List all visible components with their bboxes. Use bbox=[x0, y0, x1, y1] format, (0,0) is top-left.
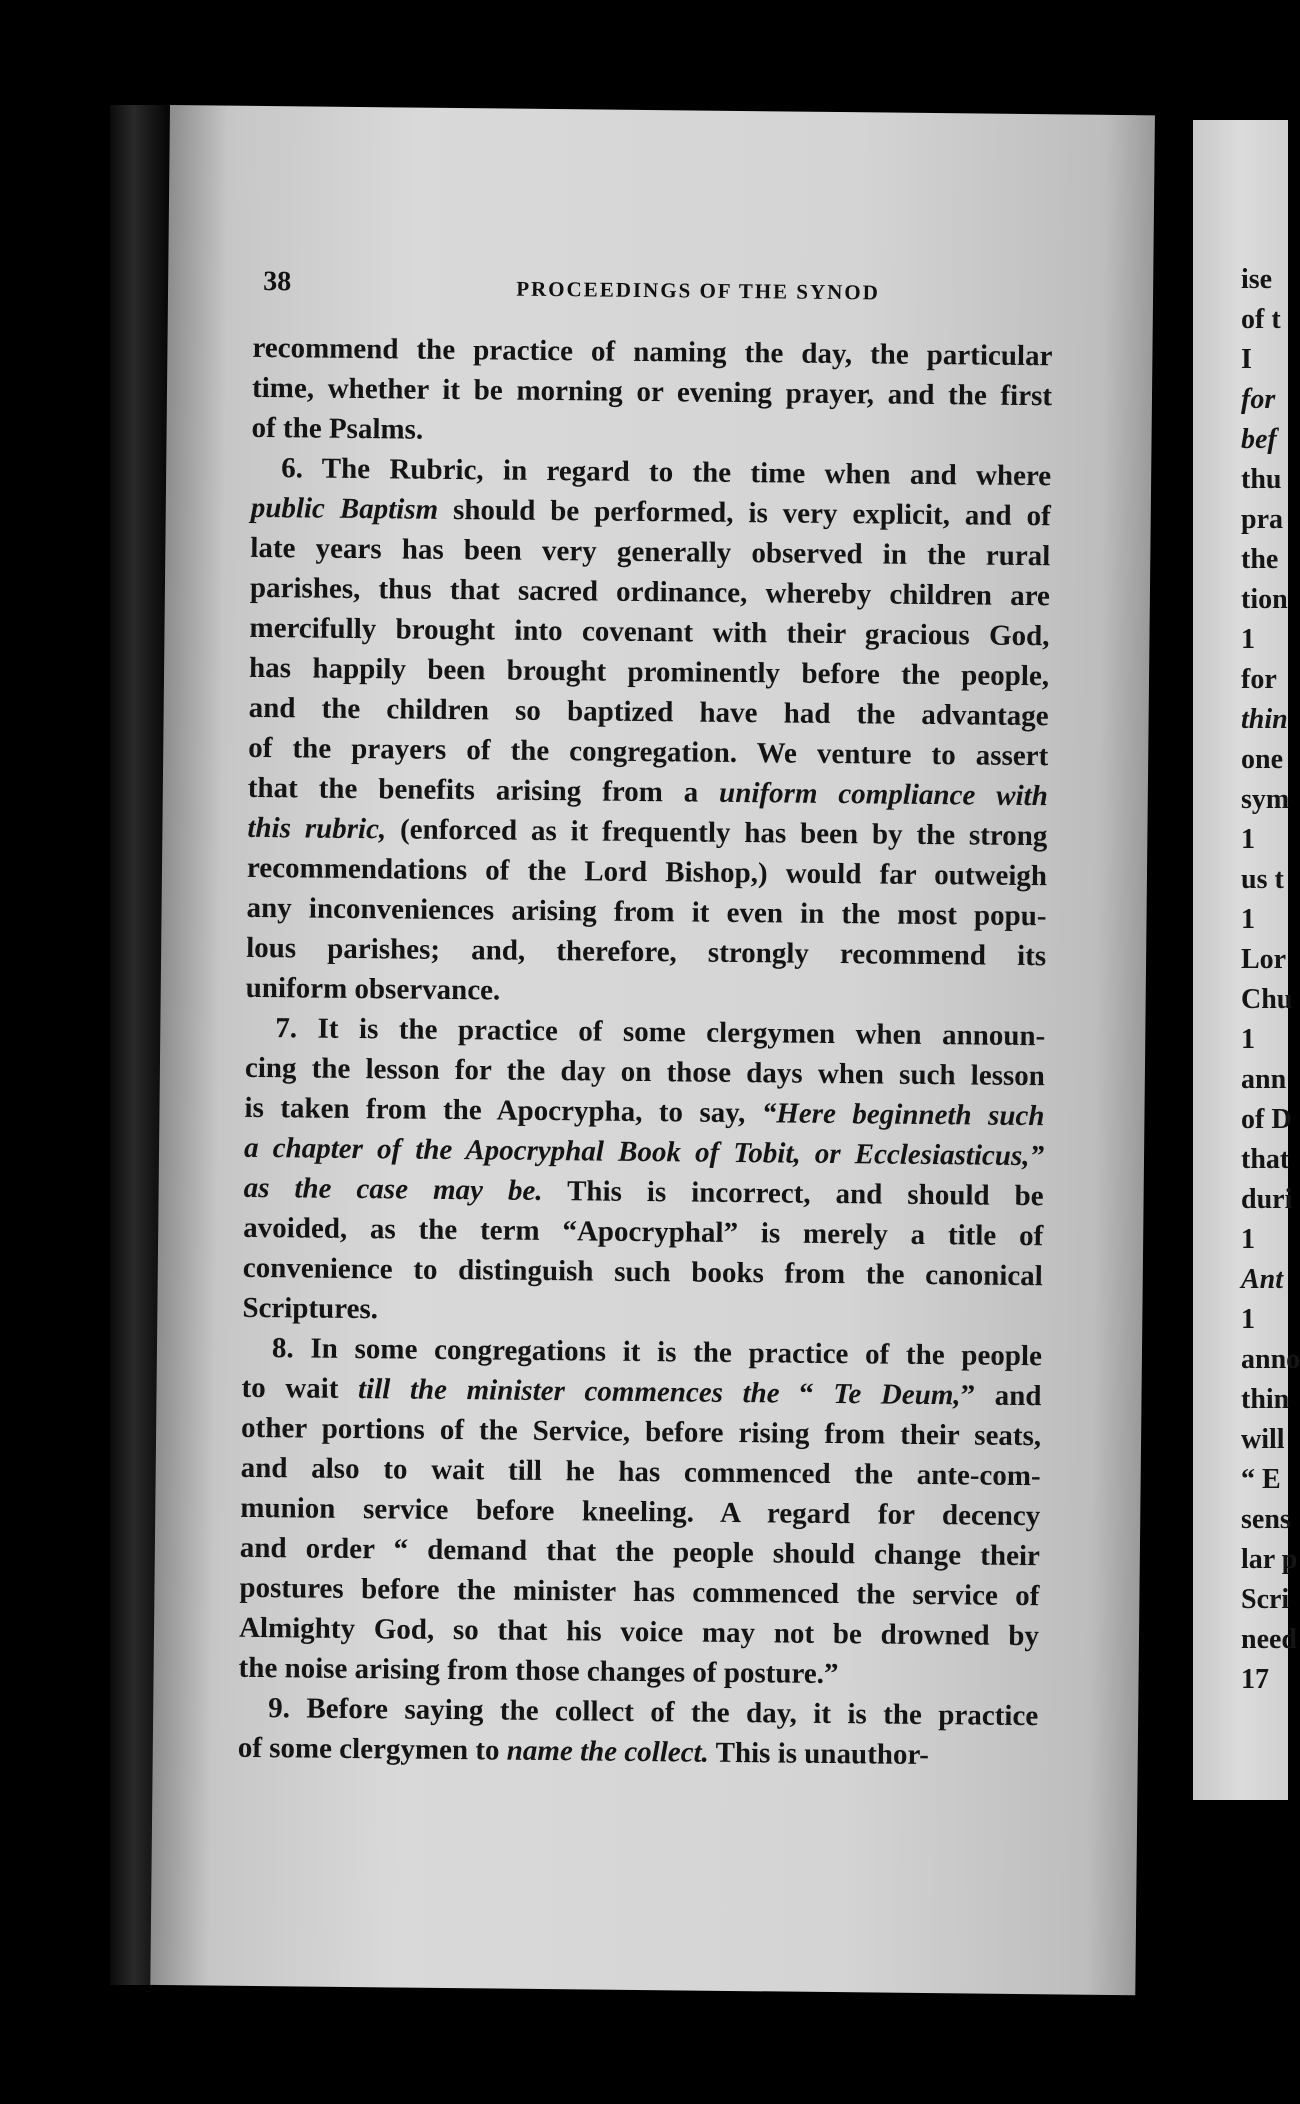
facing-page-fragment: Lor bbox=[1241, 944, 1287, 975]
facing-page-fragment: for bbox=[1241, 384, 1276, 415]
facing-page-fragment: 1 bbox=[1241, 904, 1255, 935]
facing-page-fragment: duri bbox=[1241, 1184, 1293, 1215]
text-run: postures before the minister has commenced the service of bbox=[239, 1571, 1040, 1613]
text-run: 9. Before saying the collect of the day, it is the practice bbox=[268, 1692, 1039, 1733]
facing-page-fragment: need bbox=[1241, 1624, 1297, 1655]
text-run: should be performed, is very explicit, and of bbox=[437, 493, 1051, 533]
text-run: and also to wait till he has commenced the ante-com- bbox=[240, 1451, 1041, 1493]
facing-page-fragment: Chu bbox=[1241, 984, 1293, 1015]
italic-phrase: a chapter of the Apocryphal Book of Tobit, or Ecclesiasticus,” bbox=[243, 1131, 1045, 1173]
text-line bbox=[238, 1728, 1038, 1776]
facing-page-fragment: sens bbox=[1241, 1504, 1291, 1535]
text-run: cing the lesson for the day on those days when such lesson bbox=[244, 1051, 1046, 1093]
facing-page-fragment: I bbox=[1241, 344, 1252, 375]
text-run: recommendations of the Lord Bishop,) would far outweigh bbox=[246, 851, 1048, 893]
text-run: parishes, thus that sacred ordinance, whereby children are bbox=[249, 571, 1051, 613]
italic-phrase: “Here beginneth such bbox=[761, 1097, 1045, 1133]
facing-page-fragment: “ E bbox=[1241, 1464, 1281, 1495]
text-run: late years has been very generally observed in the rural bbox=[250, 531, 1051, 573]
italic-phrase: uniform compliance with bbox=[718, 776, 1048, 813]
facing-page-fragment: pra bbox=[1241, 504, 1283, 535]
facing-page-fragment: ann bbox=[1241, 1064, 1287, 1095]
text-run: the noise arising from those changes of posture.” bbox=[238, 1651, 839, 1691]
text-run: 6. The Rubric, in regard to the time when and where bbox=[281, 452, 1052, 493]
facing-page-edge bbox=[1193, 120, 1300, 1800]
facing-page-fragment: of t bbox=[1241, 304, 1281, 335]
italic-phrase: this rubric, bbox=[247, 811, 387, 846]
text-run: to wait bbox=[241, 1371, 359, 1406]
text-run: mercifully brought into covenant with their gracious God, bbox=[249, 611, 1050, 653]
facing-page-fragment: tion bbox=[1241, 584, 1288, 615]
facing-page-fragment: us t bbox=[1241, 864, 1284, 895]
facing-page-fragment: 1 bbox=[1241, 1024, 1255, 1055]
text-run: ” and bbox=[960, 1379, 1042, 1413]
italic-phrase: Te Deum, bbox=[833, 1378, 961, 1412]
facing-page-fragment: thin bbox=[1241, 704, 1288, 735]
facing-page-fragment: Scri bbox=[1241, 1584, 1290, 1615]
facing-page-fragment: lar p bbox=[1241, 1544, 1298, 1575]
text-run: any inconveniences arising from it even in the most popu- bbox=[246, 891, 1047, 933]
facing-page-fragment: thin bbox=[1241, 1384, 1290, 1415]
facing-page-fragment: the bbox=[1241, 544, 1279, 575]
italic-phrase: till the minister commences the bbox=[357, 1373, 780, 1410]
text-run: This is unauthor- bbox=[708, 1736, 930, 1772]
text-run: recommend the practice of naming the day, the particular bbox=[252, 331, 1053, 373]
facing-page-fragment: 1 bbox=[1241, 1224, 1255, 1255]
facing-page-fragment: thu bbox=[1241, 464, 1282, 495]
text-run: This is incorrect, and should be bbox=[542, 1174, 1044, 1213]
italic-phrase: name the collect. bbox=[506, 1734, 710, 1769]
text-run: and the children so baptized have had the advantage bbox=[248, 691, 1049, 733]
text-run: avoided, as the term “Apocryphal” is merely a title of bbox=[243, 1211, 1044, 1253]
facing-page-fragment: 1 bbox=[1241, 624, 1255, 655]
facing-page-fragment: bef bbox=[1241, 424, 1277, 455]
text-run: that the benefits arising from a bbox=[247, 771, 720, 809]
facing-page-fragment: 1 bbox=[1241, 1304, 1255, 1335]
text-run: convenience to distinguish such books from the canonical bbox=[242, 1251, 1043, 1293]
facing-page-fragment: sym bbox=[1241, 784, 1290, 815]
text-run: munion service before kneeling. A regard for decency bbox=[240, 1491, 1041, 1533]
text-run: of some clergymen to bbox=[237, 1731, 507, 1767]
text-run: is taken from the Apocrypha, to say, bbox=[244, 1091, 763, 1130]
running-head-title: PROCEEDINGS OF THE SYNOD bbox=[516, 276, 881, 305]
italic-phrase: as the case may be. bbox=[243, 1171, 543, 1207]
text-run: time, whether it be morning or evening prayer, and the first bbox=[251, 371, 1053, 413]
facing-page-fragment: for bbox=[1241, 664, 1277, 695]
page-number: 38 bbox=[262, 265, 292, 298]
italic-phrase: public Baptism bbox=[250, 491, 439, 526]
facing-page-fragment: 17 bbox=[1241, 1664, 1269, 1695]
text-run: of the prayers of the congregation. We venture to assert bbox=[248, 731, 1049, 773]
text-run: uniform observance. bbox=[245, 971, 501, 1007]
facing-page-fragment: one bbox=[1241, 744, 1283, 775]
text-run: Scriptures. bbox=[242, 1291, 379, 1326]
text-run: and order “ demand that the people should change their bbox=[239, 1531, 1041, 1573]
text-run: other portions of the Service, before rising from their seats, bbox=[240, 1411, 1042, 1453]
text-run: has happily been brought prominently before the people, bbox=[248, 651, 1050, 693]
facing-page-fragment: will bbox=[1241, 1424, 1285, 1455]
facing-page-fragment: ise bbox=[1241, 264, 1273, 295]
text-run: lous parishes; and, therefore, strongly recommend its bbox=[246, 931, 1047, 973]
facing-page-fragment: that bbox=[1241, 1144, 1290, 1175]
text-run: “ bbox=[779, 1377, 834, 1411]
text-run: 7. It is the practice of some clergymen when announ- bbox=[275, 1012, 1046, 1053]
text-run: of the Psalms. bbox=[251, 411, 424, 446]
facing-page-fragment: Ant bbox=[1241, 1264, 1284, 1295]
book-page bbox=[150, 105, 1155, 1995]
facing-page-fragment: anno bbox=[1241, 1344, 1300, 1375]
text-run: (enforced as it frequently has been by the strong bbox=[386, 813, 1048, 853]
page-gutter bbox=[1155, 90, 1193, 1990]
running-head bbox=[263, 266, 1133, 315]
facing-page-fragment: of D bbox=[1241, 1104, 1292, 1135]
body-text bbox=[238, 328, 1053, 1776]
text-run: 8. In some congregations it is the practice of the people bbox=[271, 1332, 1043, 1373]
text-run: Almighty God, so that his voice may not be drowned by bbox=[238, 1611, 1040, 1653]
facing-page-fragment: 1 bbox=[1241, 824, 1255, 855]
